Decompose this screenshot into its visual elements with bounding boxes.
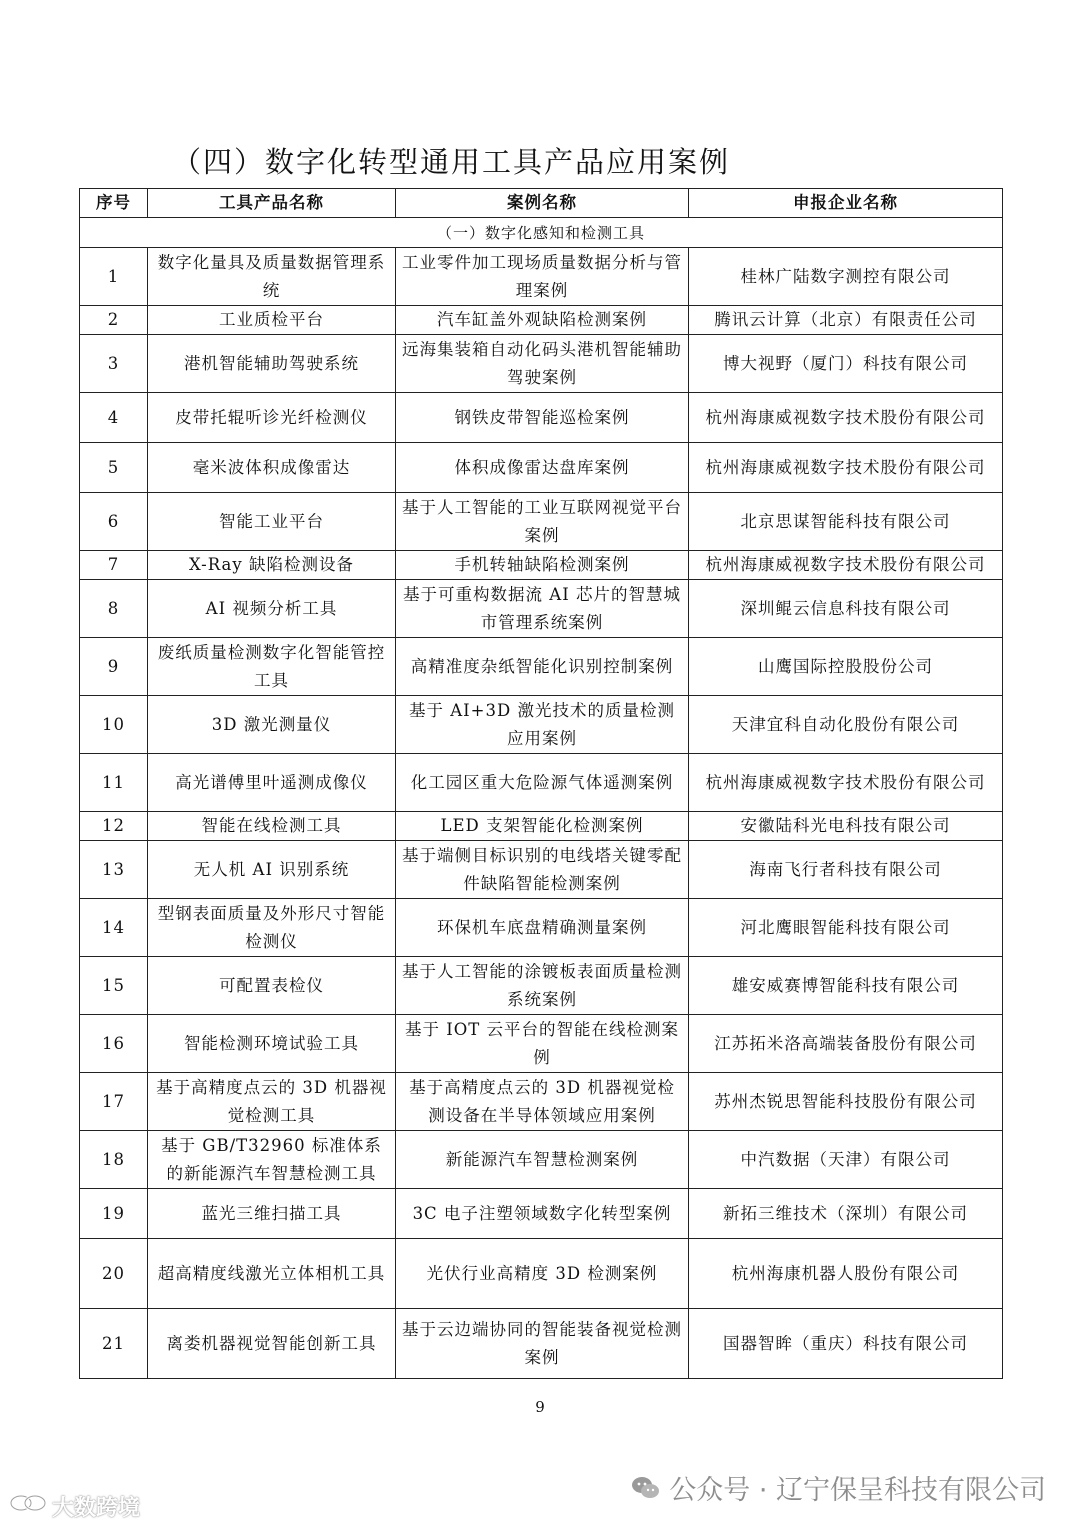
product-name: 无人机 AI 识别系统 — [148, 841, 396, 899]
product-name: 蓝光三维扫描工具 — [148, 1189, 396, 1239]
page-title: （四）数字化转型通用工具产品应用案例 — [172, 145, 731, 179]
company-name: 新拓三维技术（深圳）有限公司 — [689, 1189, 1003, 1239]
row-number: 1 — [80, 248, 148, 306]
table-row — [80, 1073, 1003, 1131]
case-name: 基于人工智能的涂镀板表面质量检测系统案例 — [396, 957, 689, 1015]
case-name: 环保机车底盘精确测量案例 — [396, 899, 689, 957]
header-product: 工具产品名称 — [148, 189, 396, 218]
table-row — [80, 754, 1003, 812]
row-number: 11 — [80, 754, 148, 812]
company-name: 海南飞行者科技有限公司 — [689, 841, 1003, 899]
case-name: 工业零件加工现场质量数据分析与管理案例 — [396, 248, 689, 306]
company-name: 江苏拓米洛高端装备股份有限公司 — [689, 1015, 1003, 1073]
table-row — [80, 248, 1003, 306]
product-name: 离娄机器视觉智能创新工具 — [148, 1309, 396, 1379]
case-name: 新能源汽车智慧检测案例 — [396, 1131, 689, 1189]
table-row — [80, 493, 1003, 551]
row-number: 8 — [80, 580, 148, 638]
table-row — [80, 580, 1003, 638]
case-name: 汽车缸盖外观缺陷检测案例 — [396, 306, 689, 335]
table-row — [80, 551, 1003, 580]
wechat-icon — [631, 1475, 661, 1501]
row-number: 15 — [80, 957, 148, 1015]
row-number: 4 — [80, 393, 148, 443]
product-name: 毫米波体积成像雷达 — [148, 443, 396, 493]
product-name: 超高精度线激光立体相机工具 — [148, 1239, 396, 1309]
table-row — [80, 899, 1003, 957]
product-name: 工业质检平台 — [148, 306, 396, 335]
case-name: 光伏行业高精度 3D 检测案例 — [396, 1239, 689, 1309]
row-number: 6 — [80, 493, 148, 551]
cases-table — [79, 188, 1003, 1379]
table-row — [80, 638, 1003, 696]
product-name: 智能在线检测工具 — [148, 812, 396, 841]
watermark-left — [8, 1490, 140, 1522]
table-row — [80, 1015, 1003, 1073]
row-number: 19 — [80, 1189, 148, 1239]
company-name: 天津宜科自动化股份有限公司 — [689, 696, 1003, 754]
product-name: 基于 GB/T32960 标准体系的新能源汽车智慧检测工具 — [148, 1131, 396, 1189]
company-name: 博大视野（厦门）科技有限公司 — [689, 335, 1003, 393]
company-name: 杭州海康威视数字技术股份有限公司 — [689, 754, 1003, 812]
table-row — [80, 335, 1003, 393]
table-row — [80, 1189, 1003, 1239]
company-name: 杭州海康机器人股份有限公司 — [689, 1239, 1003, 1309]
case-name: 基于云边端协同的智能装备视觉检测案例 — [396, 1309, 689, 1379]
row-number: 3 — [80, 335, 148, 393]
case-name: 基于可重构数据流 AI 芯片的智慧城市管理系统案例 — [396, 580, 689, 638]
case-name: 基于 IOT 云平台的智能在线检测案例 — [396, 1015, 689, 1073]
watermark-right-text: 公众号 · 辽宁保呈科技有限公司 — [669, 1475, 1046, 1506]
section-row — [80, 218, 1003, 248]
table-body — [80, 218, 1003, 1379]
company-name: 国器智眸（重庆）科技有限公司 — [689, 1309, 1003, 1379]
row-number: 13 — [80, 841, 148, 899]
case-name: LED 支架智能化检测案例 — [396, 812, 689, 841]
product-name: 港机智能辅助驾驶系统 — [148, 335, 396, 393]
case-name: 基于端侧目标识别的电线塔关键零配件缺陷智能检测案例 — [396, 841, 689, 899]
case-name: 钢铁皮带智能巡检案例 — [396, 393, 689, 443]
product-name: 高光谱傅里叶遥测成像仪 — [148, 754, 396, 812]
table-row — [80, 812, 1003, 841]
table-row — [80, 696, 1003, 754]
row-number: 12 — [80, 812, 148, 841]
row-number: 14 — [80, 899, 148, 957]
table-row — [80, 957, 1003, 1015]
table-row — [80, 841, 1003, 899]
company-name: 苏州杰锐思智能科技股份有限公司 — [689, 1073, 1003, 1131]
case-name: 体积成像雷达盘库案例 — [396, 443, 689, 493]
case-name: 远海集装箱自动化码头港机智能辅助驾驶案例 — [396, 335, 689, 393]
product-name: X-Ray 缺陷检测设备 — [148, 551, 396, 580]
case-name: 3C 电子注塑领域数字化转型案例 — [396, 1189, 689, 1239]
header-no: 序号 — [80, 189, 148, 218]
company-name: 河北鹰眼智能科技有限公司 — [689, 899, 1003, 957]
table-row — [80, 393, 1003, 443]
table-row — [80, 443, 1003, 493]
product-name: 基于高精度点云的 3D 机器视觉检测工具 — [148, 1073, 396, 1131]
case-name: 基于 AI+3D 激光技术的质量检测应用案例 — [396, 696, 689, 754]
table-row — [80, 1131, 1003, 1189]
company-name: 腾讯云计算（北京）有限责任公司 — [689, 306, 1003, 335]
row-number: 17 — [80, 1073, 148, 1131]
product-name: 皮带托辊听诊光纤检测仪 — [148, 393, 396, 443]
row-number: 16 — [80, 1015, 148, 1073]
table-header-row — [80, 189, 1003, 218]
company-name: 山鹰国际控股股份公司 — [689, 638, 1003, 696]
row-number: 21 — [80, 1309, 148, 1379]
product-name: 数字化量具及质量数据管理系统 — [148, 248, 396, 306]
product-name: 可配置表检仪 — [148, 957, 396, 1015]
company-name: 雄安威赛博智能科技有限公司 — [689, 957, 1003, 1015]
product-name: 型钢表面质量及外形尺寸智能检测仪 — [148, 899, 396, 957]
page-number: 9 — [535, 1398, 545, 1416]
company-name: 安徽陆科光电科技有限公司 — [689, 812, 1003, 841]
table-row — [80, 1239, 1003, 1309]
watermark-left-text: 大数跨境 — [52, 1495, 141, 1521]
row-number: 9 — [80, 638, 148, 696]
company-name: 中汽数据（天津）有限公司 — [689, 1131, 1003, 1189]
company-name: 杭州海康威视数字技术股份有限公司 — [689, 443, 1003, 493]
link-icon — [8, 1490, 48, 1522]
company-name: 深圳鲲云信息科技有限公司 — [689, 580, 1003, 638]
company-name: 杭州海康威视数字技术股份有限公司 — [689, 393, 1003, 443]
product-name: 废纸质量检测数字化智能管控工具 — [148, 638, 396, 696]
case-name: 基于人工智能的工业互联网视觉平台案例 — [396, 493, 689, 551]
row-number: 18 — [80, 1131, 148, 1189]
case-name: 化工园区重大危险源气体遥测案例 — [396, 754, 689, 812]
case-name: 手机转轴缺陷检测案例 — [396, 551, 689, 580]
table-row — [80, 306, 1003, 335]
row-number: 10 — [80, 696, 148, 754]
watermark-right — [631, 1468, 1046, 1507]
product-name: 3D 激光测量仪 — [148, 696, 396, 754]
header-case: 案例名称 — [396, 189, 689, 218]
product-name: 智能工业平台 — [148, 493, 396, 551]
company-name: 杭州海康威视数字技术股份有限公司 — [689, 551, 1003, 580]
product-name: AI 视频分析工具 — [148, 580, 396, 638]
case-name: 基于高精度点云的 3D 机器视觉检测设备在半导体领域应用案例 — [396, 1073, 689, 1131]
case-name: 高精准度杂纸智能化识别控制案例 — [396, 638, 689, 696]
row-number: 5 — [80, 443, 148, 493]
company-name: 桂林广陆数字测控有限公司 — [689, 248, 1003, 306]
row-number: 2 — [80, 306, 148, 335]
row-number: 7 — [80, 551, 148, 580]
table-row — [80, 1309, 1003, 1379]
company-name: 北京思谋智能科技有限公司 — [689, 493, 1003, 551]
section-title: （一）数字化感知和检测工具 — [80, 218, 1003, 248]
header-company: 申报企业名称 — [689, 189, 1003, 218]
row-number: 20 — [80, 1239, 148, 1309]
product-name: 智能检测环境试验工具 — [148, 1015, 396, 1073]
